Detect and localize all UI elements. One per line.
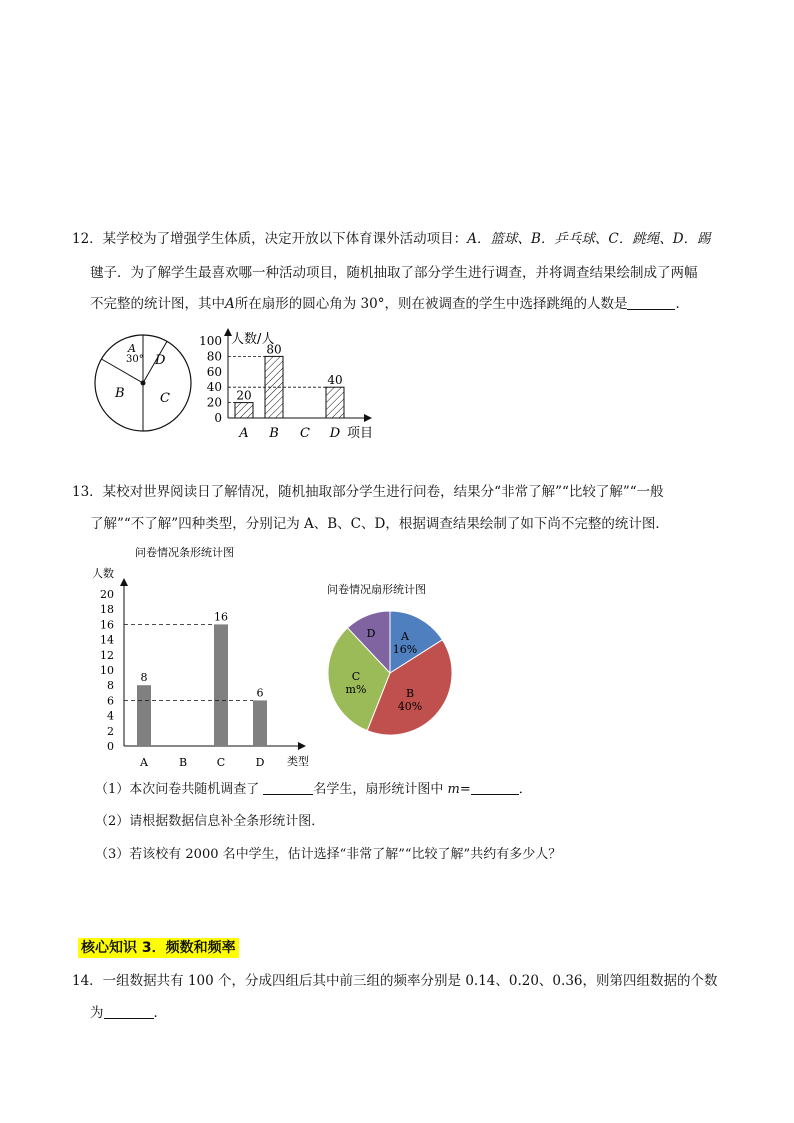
section-heading: 核心知识 3．频数和频率 [78,938,239,958]
q12-pie-label-c: C [160,391,170,406]
q13-data-label: 6 [256,686,264,700]
q13-y-tick: 4 [107,709,114,723]
q12-x-tick: A [239,426,249,441]
q12-y-tick: 0 [214,411,222,425]
q13-y-label: 人数 [92,567,114,580]
q13-y-tick: 12 [100,648,114,662]
q13-bar-title: 问卷情况条形统计图 [135,546,234,559]
q13-bar-d [253,700,267,746]
q12-line-3: 不完整的统计图，其中A所在扇形的圆心角为 30°，则在被调查的学生中选择跳绳的人数是 ． [90,296,689,312]
q13-y-tick: 20 [100,588,114,601]
q14-line-1: 14．一组数据共有 100 个，分成四组后其中前三组的频率分别是 0.14、0.20、0.36，则第四组数据的个数 [72,973,718,989]
q12-x-tick: C [300,426,310,441]
q13-pie-value: 16% [392,643,418,656]
q12-pie-label-b: B [115,386,125,401]
q13-pie-chart [328,611,452,735]
q13-pie-value: m% [345,683,367,696]
q13-sub-1: （1）本次问卷共随机调查了 名学生，扇形统计图中 m= ． [95,782,532,797]
q12-data-label: 20 [236,388,252,403]
q13-bar-a [137,685,151,746]
q13-pie-label: D [366,627,376,640]
q13-x-tick: D [255,756,265,769]
q13-y-tick: 10 [100,664,114,677]
q13-pie-label: C [351,670,361,683]
q13-x-label: 类型 [287,755,309,768]
q13-answer-blank-2[interactable] [471,780,519,795]
q13-line-2: 了解”“不了解”四种类型，分别记为 A、B、C、D，根据调查结果绘制了如下尚不完整的统计图． [90,516,669,532]
q12-pie-label-a: A [128,342,136,355]
q12-y-tick: 80 [206,349,222,364]
q13-answer-blank-1[interactable] [263,780,313,795]
q12-y-tick: 60 [206,364,222,379]
q12-data-label: 40 [327,373,343,388]
q12-x-label: 项目 [347,426,374,441]
q13-bar-c [214,624,228,746]
q12-pie-angle: 30° [126,354,144,365]
q13-y-tick: 18 [100,603,114,617]
q13-data-label: 16 [214,610,228,624]
q13-y-tick: 2 [107,724,114,738]
q13-pie-label: A [401,630,409,643]
q12-x-tick: D [329,426,341,441]
q12-pie-label-d: D [155,353,166,368]
q12-line-2: 毽子．为了解学生最喜欢哪一种活动项目，随机抽取了部分学生进行调查，并将调查结果绘制成了两幅 [90,265,698,281]
q13-x-tick: B [178,756,188,769]
q13-y-tick: 6 [107,694,114,708]
q12-y-label: 人数/人 [231,332,275,347]
q13-y-tick: 8 [107,679,114,693]
q12-x-tick: B [269,426,279,441]
q13-sub-3: （3）若该校有 2000 名中学生，估计选择“非常了解”“比较了解”共约有多少人？ [95,847,562,862]
q13-line-1: 13．某校对世界阅读日了解情况，随机抽取部分学生进行问卷，结果分“非常了解”“比较了解”“一般 [72,484,664,500]
q13-pie-title: 问卷情况扇形统计图 [327,583,426,596]
q13-x-tick: C [216,756,226,769]
q13-sub-2: （2）请根据数据信息补全条形统计图． [95,814,325,829]
q14-line-2: 为 ． [90,1005,167,1021]
q12-y-tick: 100 [199,334,222,348]
q13-data-label: 8 [140,671,148,685]
q12-line-1: 12．某学校为了增强学生体质，决定开放以下体育课外活动项目：A．篮球、B．乒乓球、C．跳绳、D．踢 [72,231,711,247]
q13-x-tick: A [140,756,148,769]
q13-pie-value: 40% [397,700,423,713]
q12-y-tick: 40 [206,380,222,395]
q12-y-tick: 20 [206,395,222,410]
q14-answer-blank[interactable] [104,1004,154,1019]
q13-bar-chart [92,566,309,769]
q13-y-tick: 16 [100,618,114,632]
q12-data-label: 80 [266,342,282,357]
q13-y-tick: 0 [107,740,114,753]
q13-y-tick: 14 [100,633,114,647]
q13-pie-label: B [405,687,415,700]
